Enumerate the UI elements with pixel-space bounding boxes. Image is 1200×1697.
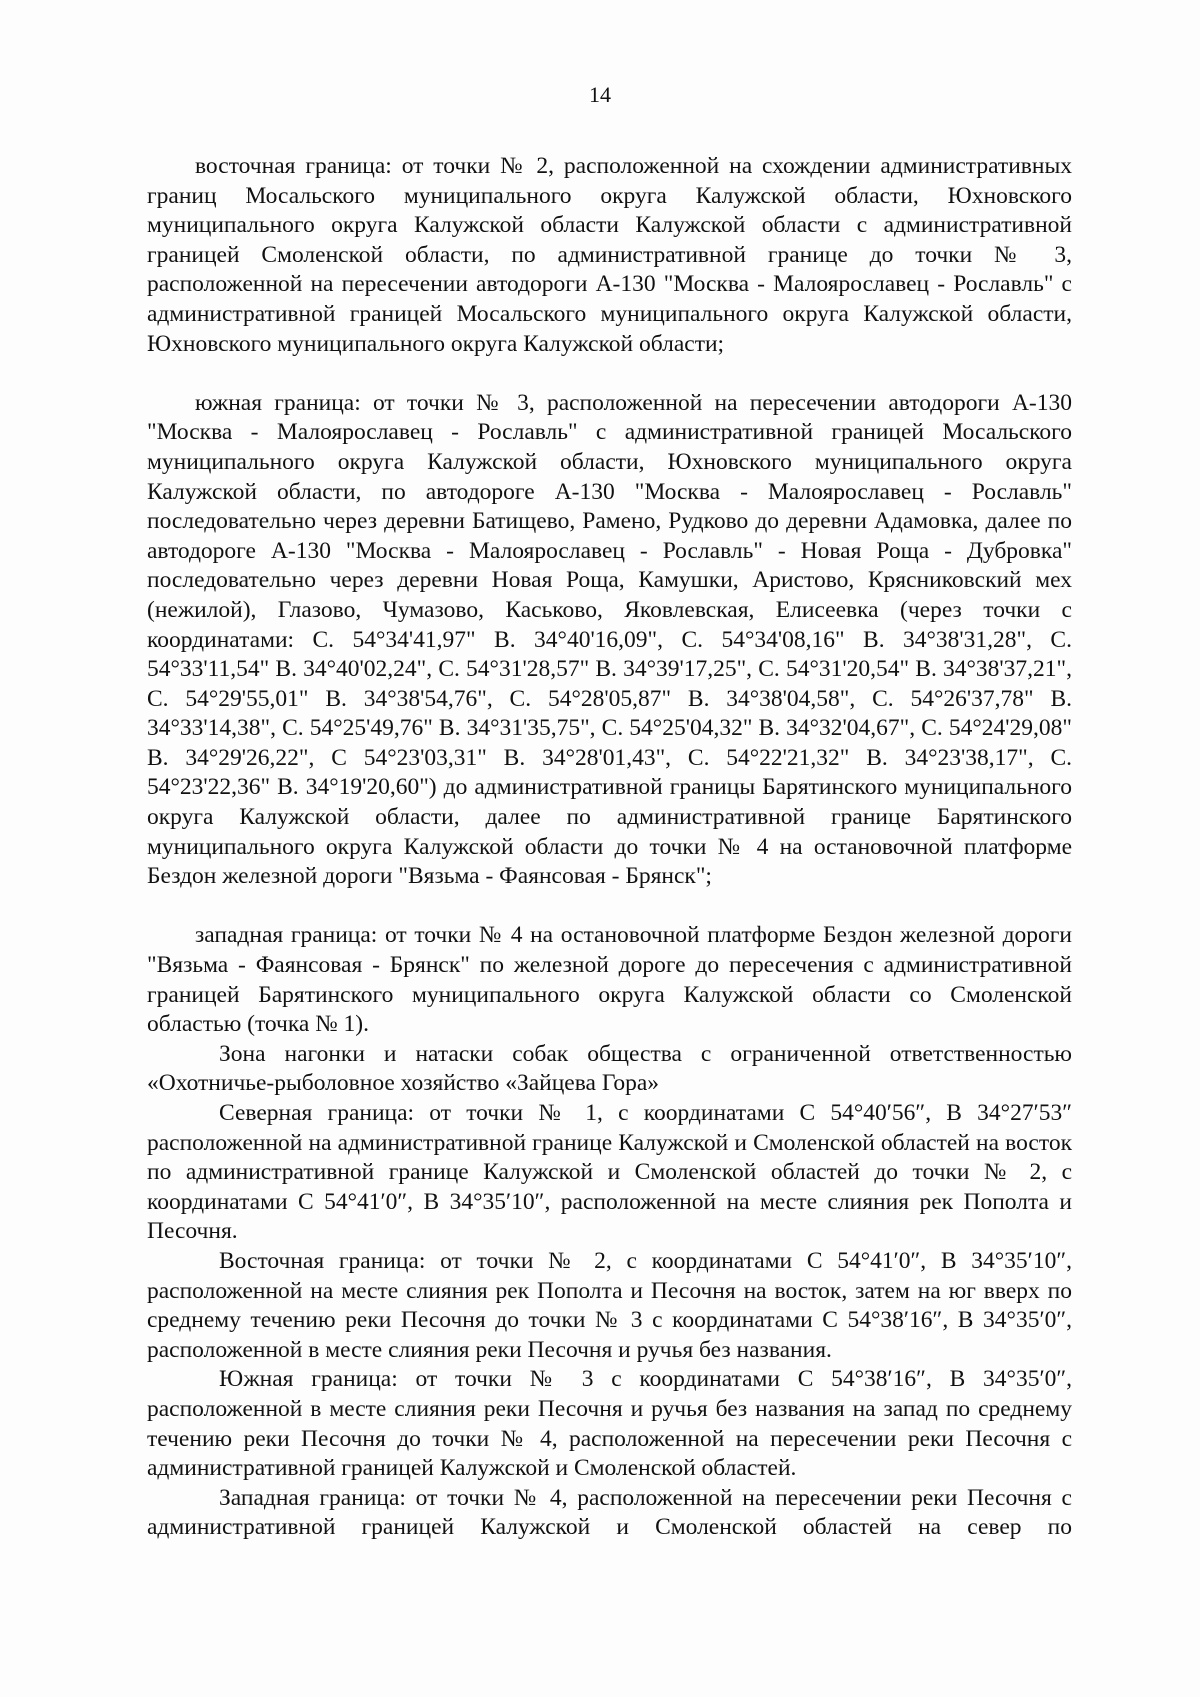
zone-south-border-paragraph: Южная граница: от точки № 3 с координатами С 54°38′16″, В 34°35′0″, расположенной в месте слияния реки Песочня и ручья без названия на запад по среднему течению реки Песочня до точки № 4, расположенной на пересечении реки Песочня с административной границей Калужской и Смоленской областей. — [147, 1366, 1072, 1482]
zone-west-border-paragraph: Западная граница: от точки № 4, расположенной на пересечении реки Песочня с административной границей Калужской и Смоленской областей на север по — [147, 1484, 1072, 1541]
zone-north-border-paragraph: Северная граница: от точки № 1, с координатами С 54°40′56″, В 34°27′53″ расположенной на административной границе Калужской и Смоленской областей на восток по административной границе Калужской и Смоленской областей до точки № 2, с координатами С 54°41′0″, В 34°35′10″, расположенной на месте слияния рек Пополта и Песочня. — [147, 1100, 1072, 1245]
east-border-paragraph: восточная граница: от точки № 2, расположенной на схождении административных границ Мосальского муниципального округа Калужской области, Юхновского муниципального округа Калужской области Калужской области с административной границей Смоленской области, по административной границе до точки № 3, расположенной на пересечении автодороги А-130 "Москва - Малоярославец - Рославль" с административной границей Мосальского муниципального округа Калужской области, Юхновского муниципального округа Калужской области; — [147, 153, 1072, 357]
zone-east-border-paragraph: Восточная граница: от точки № 2, с координатами С 54°41′0″, В 34°35′10″, расположенной на месте слияния рек Пополта и Песочня на восток, затем на юг вверх по среднему течению реки Песочня до точки № 3 с координатами С 54°38′16″, В 34°35′0″, расположенной в месте слияния реки Песочня и ручья без названия. — [147, 1247, 1072, 1363]
page-number: 14 — [589, 82, 611, 107]
west-border-paragraph: западная граница: от точки № 4 на остановочной платформе Бездон железной дороги "Вязьма - Фаянсовая - Брянск" по железной дороге до пересечения с административной границей Барятинского муниципального округа Калужской области со Смоленской областью (точка № 1). — [147, 922, 1072, 1038]
zone-title-paragraph: Зона нагонки и натаски собак общества с ограниченной ответственностью «Охотничье-рыболовное хозяйство «Зайцева Гора» — [147, 1040, 1072, 1097]
document-body — [147, 152, 1072, 1543]
south-border-paragraph: южная граница: от точки № 3, расположенной на пересечении автодороги А-130 "Москва - Малоярославец - Рославль" с административной границей Мосальского муниципального округа Калужской области, Юхновского муниципального округа Калужской области, по автодороге А-130 "Москва - Малоярославец - Рославль" последовательно через деревни Батищево, Рамено, Рудково до деревни Адамовка, далее по автодороге А-130 "Москва - Малоярославец - Рославль" - Новая Роща - Дубровка" последовательно через деревни Новая Роща, Камушки, Аристово, Крясниковский мех (нежилой), Глазово, Чумазово, Каськово, Яковлевская, Елисеевка (через точки с координатами: С. 54°34'41,97" В. 34°40'16,09", С. 54°34'08,16" В. 34°38'31,28", С. 54°33'11,54" В. 34°40'02,24", С. 54°31'28,57" В. 34°39'17,25", С. 54°31'20,54" В. 34°38'37,21", С. 54°29'55,01" В. 34°38'54,76", С. 54°28'05,87" В. 34°38'04,58", С. 54°26'37,78" В. 34°33'14,38", С. 54°25'49,76" В. 34°31'35,75", С. 54°25'04,32" В. 34°32'04,67", С. 54°24'29,08" В. 34°29'26,22", С 54°23'03,31" В. 34°28'01,43", С. 54°22'21,32" В. 34°23'38,17", С. 54°23'22,36" В. 34°19'20,60") до административной границы Барятинского муниципального округа Калужской области, далее по административной границе Барятинского муниципального округа Калужской области до точки № 4 на остановочной платформе Бездон железной дороги "Вязьма - Фаянсовая - Брянск"; — [147, 389, 1072, 890]
